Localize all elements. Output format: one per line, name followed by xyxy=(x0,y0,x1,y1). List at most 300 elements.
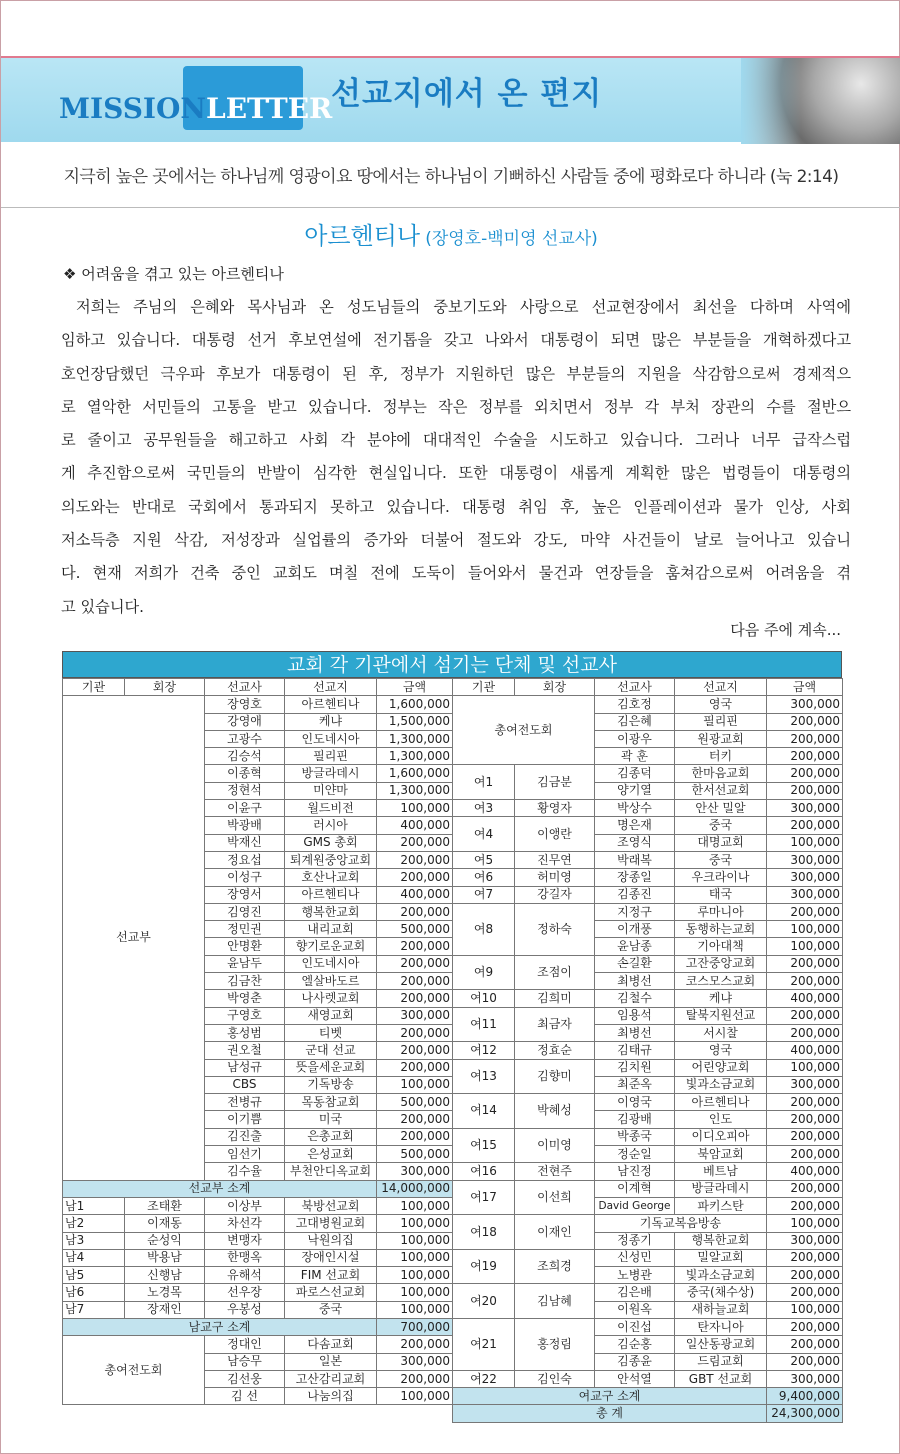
org-cell: 여5 xyxy=(453,851,515,868)
amount-cell: 200,000 xyxy=(377,903,453,920)
missionary-cell: 김종덕 xyxy=(595,765,675,782)
table-row xyxy=(453,800,843,817)
missionary-cell: 김은배 xyxy=(595,1284,675,1301)
table-row xyxy=(453,990,843,1007)
body-line: 임하고 있습니다. 대통령 선거 후보연설에 전기톱을 갖고 나와서 대통령이 되면 많은 부분들을 개혁하겠다고 xyxy=(61,331,851,350)
table-row xyxy=(453,1249,843,1266)
org-cell: 여3 xyxy=(453,800,515,817)
field-cell: 어린양교회 xyxy=(675,1059,767,1076)
missionary-cell: 김치원 xyxy=(595,1059,675,1076)
amount-cell: 100,000 xyxy=(767,1301,843,1318)
amount-cell: 400,000 xyxy=(767,1042,843,1059)
org-cell: 남2 xyxy=(63,1215,125,1232)
missionary-cell: 홍성범 xyxy=(205,1024,285,1041)
country-name: 아르헨티나 xyxy=(304,222,421,250)
missionary-cell: 임용석 xyxy=(595,1007,675,1024)
amount-cell: 100,000 xyxy=(767,834,843,851)
amount-cell: 200,000 xyxy=(767,1111,843,1128)
subtotal-value: 700,000 xyxy=(377,1318,453,1335)
continued-note: 다음 주에 계속... xyxy=(730,621,841,639)
missionary-cell: David George xyxy=(595,1197,675,1214)
amount-cell: 200,000 xyxy=(377,1128,453,1145)
head-cell: 허미영 xyxy=(515,869,595,886)
table-row xyxy=(453,1370,843,1387)
field-cell: 인도네시아 xyxy=(285,730,377,747)
amount-cell: 200,000 xyxy=(767,1284,843,1301)
table-row xyxy=(453,1180,843,1197)
field-cell: 태국 xyxy=(675,886,767,903)
table-row xyxy=(453,765,843,782)
field-cell: 코스모스교회 xyxy=(675,973,767,990)
missionary-cell: 선우장 xyxy=(205,1284,285,1301)
field-cell: 필리핀 xyxy=(675,713,767,730)
table-row xyxy=(453,1059,843,1076)
org-cell: 여11 xyxy=(453,1007,515,1042)
field-cell: 빛과소금교회 xyxy=(675,1267,767,1284)
missionary-cell: 권오철 xyxy=(205,1042,285,1059)
amount-cell: 200,000 xyxy=(767,903,843,920)
missionary-cell: 이진섭 xyxy=(595,1318,675,1335)
amount-cell: 300,000 xyxy=(767,696,843,713)
head-cell: 박용남 xyxy=(125,1249,205,1266)
table-row xyxy=(453,903,843,920)
amount-cell: 500,000 xyxy=(377,921,453,938)
missionary-cell: 이상부 xyxy=(205,1197,285,1214)
field-cell: 기아대책 xyxy=(675,938,767,955)
table-row xyxy=(453,1128,843,1145)
field-cell: 영국 xyxy=(675,1042,767,1059)
missionary-cell: 김선웅 xyxy=(205,1370,285,1387)
field-cell: 베트남 xyxy=(675,1163,767,1180)
missionary-cell: 이영국 xyxy=(595,1094,675,1111)
page-title: 선교지에서 온 편지 xyxy=(331,76,603,112)
subtotal-row xyxy=(453,1388,843,1405)
subtotal-label: 선교부 소계 xyxy=(63,1180,377,1197)
field-cell: 드림교회 xyxy=(675,1353,767,1370)
field-cell: 아르헨티나 xyxy=(675,1094,767,1111)
amount-cell: 200,000 xyxy=(377,990,453,1007)
column-header: 선교사 xyxy=(205,679,285,696)
body-line: 게 추진함으로써 국민들의 반발이 심각한 현실입니다. 또한 대통령이 새롭게 계획한 많은 법령들이 대통령의 xyxy=(61,464,851,483)
amount-cell: 200,000 xyxy=(767,1267,843,1284)
missionary-cell: 이개풍 xyxy=(595,921,675,938)
amount-cell: 200,000 xyxy=(767,1146,843,1163)
missionary-cell: 이원옥 xyxy=(595,1301,675,1318)
missionary-cell: 임선기 xyxy=(205,1146,285,1163)
field-cell: 한마음교회 xyxy=(675,765,767,782)
logo-mission: MISSION xyxy=(59,92,206,125)
missionary-cell: 한맹옥 xyxy=(205,1249,285,1266)
amount-cell: 100,000 xyxy=(377,800,453,817)
missionary-cell: 김철수 xyxy=(595,990,675,1007)
missionary-cell: 손길환 xyxy=(595,955,675,972)
field-cell: 내리교회 xyxy=(285,921,377,938)
table-row xyxy=(63,1232,453,1249)
table-row xyxy=(453,1163,843,1180)
body-line: 호언장담했던 극우파 후보가 대통령이 된 후, 정부가 지원하던 많은 부분들의 지원을 삭감함으로써 경제적으 xyxy=(61,364,851,383)
field-cell: 일본 xyxy=(285,1353,377,1370)
body-line: 로 열악한 서민들의 고통을 받고 있습니다. 정부는 작은 정부를 외치면서 정부 각 부처 장관의 수를 절반으 xyxy=(61,397,851,416)
field-cell: 장애인시설 xyxy=(285,1249,377,1266)
field-cell: 우크라이나 xyxy=(675,869,767,886)
org-cell: 여21 xyxy=(453,1318,515,1370)
column-header: 선교지 xyxy=(285,679,377,696)
head-cell: 노경목 xyxy=(125,1284,205,1301)
table-header-row xyxy=(63,679,453,696)
head-cell: 신행남 xyxy=(125,1267,205,1284)
missionary-cell: 이윤구 xyxy=(205,800,285,817)
column-header: 기관 xyxy=(63,679,125,696)
head-cell: 조태환 xyxy=(125,1197,205,1214)
missionary-cell: 남승무 xyxy=(205,1353,285,1370)
field-cell: 북방선교회 xyxy=(285,1197,377,1214)
amount-cell: 300,000 xyxy=(767,1232,843,1249)
amount-cell: 200,000 xyxy=(767,1007,843,1024)
amount-cell: 500,000 xyxy=(377,1146,453,1163)
org-cell: 남1 xyxy=(63,1197,125,1214)
missionary-cell: 박영춘 xyxy=(205,990,285,1007)
field-cell: 다솜교회 xyxy=(285,1336,377,1353)
field-cell: 탈북지원선교 xyxy=(675,1007,767,1024)
missionary-cell: 박종국 xyxy=(595,1128,675,1145)
column-header: 기관 xyxy=(453,679,515,696)
field-cell: 파키스탄 xyxy=(675,1197,767,1214)
subtotal-label: 남교구 소계 xyxy=(63,1318,377,1335)
missionary-cell: 윤남종 xyxy=(595,938,675,955)
missionary-cell: 최병선 xyxy=(595,973,675,990)
head-cell: 김남혜 xyxy=(515,1284,595,1319)
missionary-cell: 이계혁 xyxy=(595,1180,675,1197)
field-cell: 인도네시아 xyxy=(285,955,377,972)
letter-body xyxy=(61,291,851,624)
subtotal-value: 9,400,000 xyxy=(767,1388,843,1405)
head-cell: 이미영 xyxy=(515,1128,595,1163)
missionary-cell: 박래복 xyxy=(595,851,675,868)
head-cell: 전현주 xyxy=(515,1163,595,1180)
field-cell: 인도 xyxy=(675,1111,767,1128)
field-cell: 케냐 xyxy=(675,990,767,1007)
verse-band xyxy=(1,142,900,208)
org-cell: 여9 xyxy=(453,955,515,990)
support-table-right xyxy=(452,678,843,1423)
amount-cell: 200,000 xyxy=(767,1353,843,1370)
globe-fade xyxy=(741,58,801,144)
field-cell: 방글라데시 xyxy=(285,765,377,782)
table-row xyxy=(63,1267,453,1284)
amount-cell: 100,000 xyxy=(767,1215,843,1232)
amount-cell: 100,000 xyxy=(377,1197,453,1214)
head-cell: 장재인 xyxy=(125,1301,205,1318)
missionary-cell: 양기열 xyxy=(595,782,675,799)
missionary-names: (장영호-백미영 선교사) xyxy=(425,229,598,249)
support-table-left xyxy=(62,678,453,1405)
amount-cell: 200,000 xyxy=(377,1370,453,1387)
missionary-cell: 전병규 xyxy=(205,1094,285,1111)
field-cell: 중국 xyxy=(285,1301,377,1318)
table-row xyxy=(453,869,843,886)
amount-cell: 1,500,000 xyxy=(377,713,453,730)
field-cell: 러시아 xyxy=(285,817,377,834)
amount-cell: 100,000 xyxy=(377,1076,453,1093)
table-row xyxy=(453,696,843,713)
missionary-cell: 김은혜 xyxy=(595,713,675,730)
field-cell: 고잔중앙교회 xyxy=(675,955,767,972)
amount-cell: 200,000 xyxy=(767,817,843,834)
field-cell: 고대병원교회 xyxy=(285,1215,377,1232)
field-cell: 터키 xyxy=(675,748,767,765)
amount-cell: 100,000 xyxy=(767,921,843,938)
missionary-cell: 최준옥 xyxy=(595,1076,675,1093)
field-cell: 루마니아 xyxy=(675,903,767,920)
org-cell: 여17 xyxy=(453,1180,515,1215)
body-line: 로 줄이고 공무원들을 해고하고 사회 각 분야에 대대적인 수술을 시도하고 있습니다. 그러나 너무 급작스럽 xyxy=(61,431,851,450)
amount-cell: 300,000 xyxy=(767,800,843,817)
amount-cell: 1,300,000 xyxy=(377,730,453,747)
field-cell: 고산감리교회 xyxy=(285,1370,377,1387)
amount-cell: 200,000 xyxy=(377,1336,453,1353)
table-row xyxy=(63,1336,453,1353)
mission-letter-header xyxy=(1,56,900,142)
missionary-cell: 김종진 xyxy=(595,886,675,903)
org-cell: 여20 xyxy=(453,1284,515,1319)
amount-cell: 1,300,000 xyxy=(377,782,453,799)
missionary-cell: 남성규 xyxy=(205,1059,285,1076)
missionary-cell: 변맹자 xyxy=(205,1232,285,1249)
table-row xyxy=(63,1301,453,1318)
table-row xyxy=(453,886,843,903)
table-row xyxy=(453,1215,843,1232)
field-cell: 기독방송 xyxy=(285,1076,377,1093)
amount-cell: 400,000 xyxy=(377,886,453,903)
missionary-cell: 정순일 xyxy=(595,1146,675,1163)
field-cell: 중국 xyxy=(675,817,767,834)
org-cell: 여8 xyxy=(453,903,515,955)
subtotal-value: 14,000,000 xyxy=(377,1180,453,1197)
org-cell: 남7 xyxy=(63,1301,125,1318)
missionary-cell: 이종혁 xyxy=(205,765,285,782)
org-cell: 여4 xyxy=(453,817,515,852)
field-cell: 빛과소금교회 xyxy=(675,1076,767,1093)
amount-cell: 100,000 xyxy=(767,1059,843,1076)
body-line: 의도와는 반대로 국회에서 통과되지 못하고 있습니다. 대통령 취임 후, 높은 인플레이션과 물가 인상, 사회 xyxy=(61,497,851,516)
head-cell: 정하숙 xyxy=(515,903,595,955)
amount-cell: 100,000 xyxy=(377,1232,453,1249)
missionary-cell: 김영진 xyxy=(205,903,285,920)
field-cell: 일산동광교회 xyxy=(675,1336,767,1353)
field-cell: 월드비전 xyxy=(285,800,377,817)
missionary-cell: 이성구 xyxy=(205,869,285,886)
amount-cell: 100,000 xyxy=(767,938,843,955)
head-cell: 정효순 xyxy=(515,1042,595,1059)
missionary-cell: 안석열 xyxy=(595,1370,675,1387)
field-cell: 은총교회 xyxy=(285,1128,377,1145)
table-row xyxy=(453,817,843,834)
amount-cell: 200,000 xyxy=(767,955,843,972)
column-header: 선교사 xyxy=(595,679,675,696)
head-cell: 홍정림 xyxy=(515,1318,595,1370)
missionary-cell: 강영애 xyxy=(205,713,285,730)
missionary-cell: 노병관 xyxy=(595,1267,675,1284)
head-cell: 진무연 xyxy=(515,851,595,868)
head-cell: 최금자 xyxy=(515,1007,595,1042)
field-cell: 뜻을세운교회 xyxy=(285,1059,377,1076)
field-cell: 부천안디옥교회 xyxy=(285,1163,377,1180)
org-cell: 남6 xyxy=(63,1284,125,1301)
missionary-cell: 정종기 xyxy=(595,1232,675,1249)
amount-cell: 1,600,000 xyxy=(377,765,453,782)
head-cell: 김인숙 xyxy=(515,1370,595,1387)
amount-cell: 300,000 xyxy=(377,1007,453,1024)
amount-cell: 100,000 xyxy=(377,1301,453,1318)
head-cell: 조점이 xyxy=(515,955,595,990)
group-label: 총여전도회 xyxy=(63,1336,205,1405)
head-cell: 김희미 xyxy=(515,990,595,1007)
org-cell: 남4 xyxy=(63,1249,125,1266)
field-cell: 필리핀 xyxy=(285,748,377,765)
org-cell: 여12 xyxy=(453,1042,515,1059)
amount-cell: 400,000 xyxy=(767,990,843,1007)
missionary-cell: 김 선 xyxy=(205,1388,285,1405)
table-row xyxy=(453,1007,843,1024)
globe-image xyxy=(741,58,900,144)
field-cell: 중국 xyxy=(675,851,767,868)
group-label: 총여전도회 xyxy=(453,696,595,765)
head-cell: 이재인 xyxy=(515,1215,595,1250)
field-cell: 한서선교회 xyxy=(675,782,767,799)
amount-cell: 200,000 xyxy=(377,851,453,868)
field-cell: 영국 xyxy=(675,696,767,713)
column-header: 선교지 xyxy=(675,679,767,696)
amount-cell: 200,000 xyxy=(767,973,843,990)
missionary-cell: 정현석 xyxy=(205,782,285,799)
missionary-cell: CBS xyxy=(205,1076,285,1093)
missionary-cell: 김수율 xyxy=(205,1163,285,1180)
amount-cell: 200,000 xyxy=(767,1024,843,1041)
field-cell: 향기로운교회 xyxy=(285,938,377,955)
amount-cell: 200,000 xyxy=(377,834,453,851)
missionary-cell: 지정구 xyxy=(595,903,675,920)
missionary-cell: 남진정 xyxy=(595,1163,675,1180)
missionary-cell: 김승석 xyxy=(205,748,285,765)
support-table xyxy=(62,651,842,1421)
missionary-cell: 장종일 xyxy=(595,869,675,886)
field-cell: 목동참교회 xyxy=(285,1094,377,1111)
field-cell: 호산나교회 xyxy=(285,869,377,886)
field-cell: 동행하는교회 xyxy=(675,921,767,938)
head-cell: 조희경 xyxy=(515,1249,595,1284)
field-cell: 케냐 xyxy=(285,713,377,730)
table-row xyxy=(453,1042,843,1059)
org-cell: 여7 xyxy=(453,886,515,903)
field-cell: 새하늘교회 xyxy=(675,1301,767,1318)
missionary-cell: 신성민 xyxy=(595,1249,675,1266)
field-cell: 군대 선교 xyxy=(285,1042,377,1059)
missionary-cell: 장영호 xyxy=(205,696,285,713)
head-cell: 이선희 xyxy=(515,1180,595,1215)
missionary-cell: 김진출 xyxy=(205,1128,285,1145)
head-cell: 이앵란 xyxy=(515,817,595,852)
missionary-cell: 박광배 xyxy=(205,817,285,834)
table-row xyxy=(453,955,843,972)
missionary-cell: 김호정 xyxy=(595,696,675,713)
field-cell: 나눔의집 xyxy=(285,1388,377,1405)
amount-cell: 200,000 xyxy=(767,782,843,799)
field-cell: GMS 총회 xyxy=(285,834,377,851)
column-header: 금액 xyxy=(377,679,453,696)
amount-cell: 300,000 xyxy=(377,1163,453,1180)
missionary-cell: 김광배 xyxy=(595,1111,675,1128)
field-cell: 티벳 xyxy=(285,1024,377,1041)
amount-cell: 100,000 xyxy=(377,1284,453,1301)
missionary-cell: 안명환 xyxy=(205,938,285,955)
field-cell: FIM 선교회 xyxy=(285,1267,377,1284)
missionary-cell: 유해석 xyxy=(205,1267,285,1284)
head-cell: 황영자 xyxy=(515,800,595,817)
amount-cell: 300,000 xyxy=(377,1353,453,1370)
amount-cell: 100,000 xyxy=(377,1215,453,1232)
column-header: 회장 xyxy=(515,679,595,696)
field-cell: 방글라데시 xyxy=(675,1180,767,1197)
amount-cell: 100,000 xyxy=(377,1249,453,1266)
amount-cell: 200,000 xyxy=(377,1024,453,1041)
amount-cell: 200,000 xyxy=(767,1197,843,1214)
field-cell: 탄자니아 xyxy=(675,1318,767,1335)
section-heading: ❖ 어려움을 겪고 있는 아르헨티나 xyxy=(63,265,284,283)
table-header-row xyxy=(453,679,843,696)
amount-cell: 200,000 xyxy=(767,765,843,782)
field-cell: 밀알교회 xyxy=(675,1249,767,1266)
amount-cell: 200,000 xyxy=(767,1318,843,1335)
amount-cell: 200,000 xyxy=(767,1336,843,1353)
amount-cell: 200,000 xyxy=(377,1111,453,1128)
amount-cell: 200,000 xyxy=(767,1180,843,1197)
body-line: 고 있습니다. xyxy=(61,597,145,616)
table-title: 교회 각 기관에서 섬기는 단체 및 선교사 xyxy=(62,651,842,678)
missionary-cell: 김태규 xyxy=(595,1042,675,1059)
field-cell: 퇴계원중앙교회 xyxy=(285,851,377,868)
total-value: 24,300,000 xyxy=(767,1405,843,1422)
mission-letter-logo xyxy=(59,92,332,125)
table-row xyxy=(63,1215,453,1232)
amount-cell: 400,000 xyxy=(377,817,453,834)
body-line: 저희는 주님의 은혜와 목사님과 온 성도님들의 중보기도와 사랑으로 선교현장에서 최선을 다하며 사역에 xyxy=(76,298,851,316)
field-cell: 엘살바도르 xyxy=(285,973,377,990)
table-row xyxy=(453,1284,843,1301)
logo-letter: LETTER xyxy=(206,92,333,125)
amount-cell: 300,000 xyxy=(767,886,843,903)
table-row xyxy=(453,851,843,868)
amount-cell: 200,000 xyxy=(767,713,843,730)
amount-cell: 500,000 xyxy=(377,1094,453,1111)
org-cell: 남5 xyxy=(63,1267,125,1284)
field-cell: 이디오피아 xyxy=(675,1128,767,1145)
table-row xyxy=(63,1197,453,1214)
column-header: 회장 xyxy=(125,679,205,696)
missionary-cell: 정대인 xyxy=(205,1336,285,1353)
field-cell: 안산 밀알 xyxy=(675,800,767,817)
table-row xyxy=(453,1318,843,1335)
amount-cell: 1,600,000 xyxy=(377,696,453,713)
field-cell: GBT 선교회 xyxy=(675,1370,767,1387)
field-cell: 서시찰 xyxy=(675,1024,767,1041)
amount-cell: 300,000 xyxy=(767,1076,843,1093)
org-cell: 여10 xyxy=(453,990,515,1007)
table-row xyxy=(453,1094,843,1111)
org-cell: 여13 xyxy=(453,1059,515,1094)
bible-verse: 지극히 높은 곳에서는 하나님께 영광이요 땅에서는 하나님이 기뻐하신 사람들 중에 평화로다 하니라 (눅 2:14) xyxy=(63,167,839,187)
missionary-cell: 차선각 xyxy=(205,1215,285,1232)
table-row xyxy=(63,1249,453,1266)
